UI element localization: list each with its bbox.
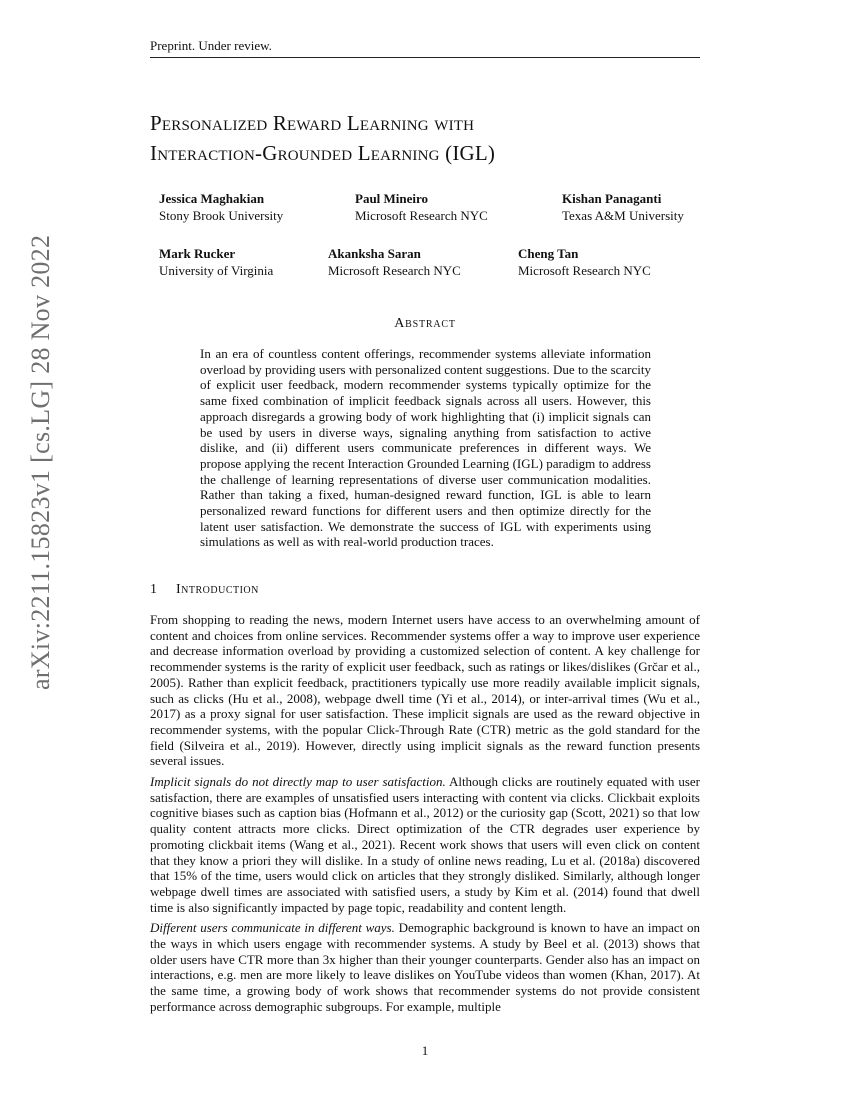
author-name: Jessica Maghakian bbox=[159, 191, 265, 206]
introduction-body bbox=[150, 612, 700, 1020]
author-block bbox=[355, 190, 488, 224]
author-block bbox=[159, 190, 283, 224]
paragraph-lead-in: Different users communicate in different ways. bbox=[150, 920, 395, 936]
paper-title-line-2: Interaction-Grounded Learning (IGL) bbox=[150, 141, 496, 165]
author-name: Cheng Tan bbox=[518, 246, 579, 261]
author-name: Paul Mineiro bbox=[355, 191, 429, 206]
abstract-heading: Abstract bbox=[394, 316, 456, 331]
author-block bbox=[518, 245, 651, 279]
section-title: Introduction bbox=[176, 582, 259, 597]
paragraph bbox=[150, 774, 700, 915]
paper-title bbox=[150, 108, 710, 168]
paragraph-lead-in: Implicit signals do not directly map to user satisfaction. bbox=[150, 774, 446, 790]
author-block bbox=[562, 190, 684, 224]
page-number: 1 bbox=[421, 1043, 429, 1058]
author-block bbox=[159, 245, 273, 279]
abstract-body: In an era of countless content offerings, recommender systems alleviate information overload by providing users with personalized content suggestions. Due to the scarcity of explicit user feedback, modern recommender systems typically optimize for the same fixed combination of implicit feedback signals across all users. However, this approach disregards a growing body of work highlighting that (i) implicit signals can be used by users in diverse ways, signaling anything from satisfaction to active dislike, and (ii) different users communicate preferences in different ways. We propose applying the recent Interaction Grounded Learning (IGL) paradigm to address the challenge of learning representations of diverse user communication modalities. Rather than taking a fixed, human-designed reward function, IGL is able to learn personalized reward functions for different users and then optimize directly for the latent user satisfaction. We demonstrate the success of IGL with experiments using simulations as well as with real-world production traces. bbox=[200, 346, 651, 550]
running-header: Preprint. Under review. bbox=[150, 38, 700, 58]
arxiv-identifier-stamp[interactable]: arXiv:2211.15823v1 [cs.LG] 28 Nov 2022 bbox=[26, 234, 55, 690]
section-heading-introduction bbox=[150, 582, 259, 598]
author-block bbox=[328, 245, 461, 279]
paragraph bbox=[150, 920, 700, 1014]
paragraph-body: Although clicks are routinely equated with user satisfaction, there are examples of unsatisfied users interacting with content via clicks. Clickbait exploits cognitive biases such as caption bias (Hofmann et al., 2012) or the curiosity gap (Scott, 2021) so that low quality content attracts more clicks. Direct optimization of the CTR degrades user experience by promoting clickbait items (Wang et al., 2021). Recent work shows that users will even click on content that they know a priori they will dislike. In a study of online news reading, Lu et al. (2018a) discovered that 15% of the time, users would click on articles that they strongly disliked. Similarly, although longer webpage dwell times are associated with satisfied users, a study by Kim et al. (2014) found that dwell time is also significantly impacted by page topic, readability and content length. bbox=[150, 774, 700, 915]
author-name: Akanksha Saran bbox=[328, 246, 421, 261]
author-affiliation: University of Virginia bbox=[159, 263, 274, 278]
paper-title-line-1: Personalized Reward Learning with bbox=[150, 111, 475, 135]
author-affiliation: Stony Brook University bbox=[159, 208, 284, 223]
author-affiliation: Microsoft Research NYC bbox=[518, 263, 651, 278]
paragraph-body: Demographic background is known to have an impact on the ways in which users engage with recommender systems. A study by Beel et al. (2013) shows that older users have CTR more than 3x higher than their younger counterparts. Gender also has an impact on interactions, e.g. men are more likely to leave dislikes on YouTube videos than women (Khan, 2017). At the same time, a growing body of work shows that recommender systems do not provide consistent performance across demographic subgroups. For example, multiple bbox=[150, 920, 700, 1014]
author-affiliation: Microsoft Research NYC bbox=[355, 208, 488, 223]
section-number: 1 bbox=[150, 582, 158, 597]
author-name: Mark Rucker bbox=[159, 246, 236, 261]
author-affiliation: Texas A&M University bbox=[562, 208, 684, 223]
paragraph: From shopping to reading the news, modern Internet users have access to an overwhelming amount of content and choices from online services. Recommender systems offer a way to improve user experience and decrease information overload by providing a customized selection of content. A key challenge for recommender systems is the rarity of explicit user feedback, such as ratings or likes/dislikes (Grčar et al., 2005). Rather than explicit feedback, practitioners typically use more readily available implicit signals, such as clicks (Hu et al., 2008), webpage dwell time (Yi et al., 2014), or inter-arrival times (Wu et al., 2017) as a proxy signal for user satisfaction. These implicit signals are used as the reward objective in recommender systems, with the popular Click-Through Rate (CTR) metric as the gold standard for the field (Silveira et al., 2019). However, directly using implicit signals as the reward function presents several issues. bbox=[150, 612, 700, 769]
author-name: Kishan Panaganti bbox=[562, 191, 662, 206]
author-affiliation: Microsoft Research NYC bbox=[328, 263, 461, 278]
